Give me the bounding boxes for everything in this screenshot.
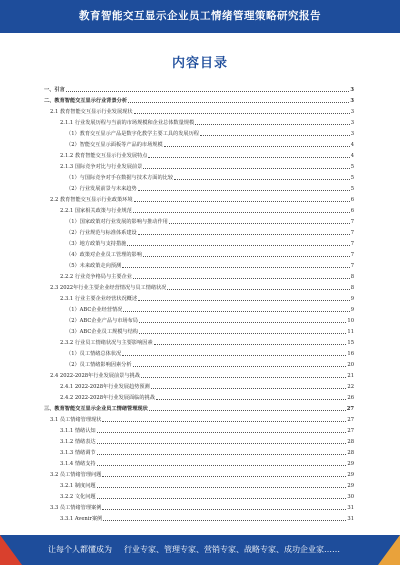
toc-entry-title: （2）ABC企业产品与市场布局 <box>66 318 138 324</box>
toc-entry-title: 3.2 员工情绪管理问题 <box>50 472 102 478</box>
toc-entry-title: （1）ABC企业经营情况 <box>66 307 123 313</box>
toc-entry-title: 3.1.4 情绪支持 <box>60 461 96 467</box>
toc-entry-title: （2）行业发展前景与未来趋势 <box>66 186 137 192</box>
toc-entry-page: 5 <box>350 175 354 181</box>
footer-decoration-left <box>0 535 22 565</box>
toc-entry[interactable] <box>44 449 354 457</box>
toc-entry-title: 一、引言 <box>44 87 65 93</box>
toc-entry-page: 29 <box>347 461 354 467</box>
toc-entry[interactable] <box>44 295 354 303</box>
footer-decoration-right <box>378 535 400 565</box>
table-of-contents <box>44 86 354 526</box>
toc-entry[interactable] <box>44 141 354 149</box>
toc-entry-page: 8 <box>350 274 354 280</box>
toc-entry-page: 11 <box>347 329 354 335</box>
toc-entry-page: 7 <box>350 241 354 247</box>
toc-entry-page: 29 <box>347 483 354 489</box>
toc-leader-dots <box>122 355 346 356</box>
toc-entry-page: 4 <box>350 153 354 159</box>
toc-entry[interactable] <box>44 229 354 237</box>
toc-leader-dots <box>143 256 350 257</box>
footer-tagline: 行业专家、管理专家、营销专家、战略专家、成功企业家…… <box>124 545 340 554</box>
toc-entry-title: 3.3 员工情绪管理案例 <box>50 505 102 511</box>
toc-entry-page: 22 <box>347 384 354 390</box>
toc-entry-page: 31 <box>347 516 354 522</box>
toc-heading: 内容目录 <box>171 56 228 71</box>
toc-entry-title: （1）教育交互显示产品是数字化教学主要工具的发展历程 <box>66 131 199 137</box>
toc-leader-dots <box>195 124 350 125</box>
toc-entry-title: （3）ABC企业员工规模与结构 <box>66 329 138 335</box>
toc-entry-title: 3.2.1 制度问题 <box>60 483 96 489</box>
toc-entry-page: 6 <box>350 208 354 214</box>
toc-leader-dots <box>167 289 349 290</box>
toc-entry-page: 29 <box>347 472 354 478</box>
toc-entry-page: 15 <box>347 340 354 346</box>
toc-entry-title: 二、教育智能交互显示行业背景分析 <box>44 98 128 104</box>
toc-entry-page: 3 <box>350 87 354 93</box>
toc-leader-dots <box>141 377 346 378</box>
toc-entry-title: 2.1.2 教育智能交互显示行业发展特点 <box>60 153 148 159</box>
toc-leader-dots <box>66 91 350 92</box>
toc-entry-page: 6 <box>350 197 354 203</box>
toc-entry-page: 3 <box>350 109 354 115</box>
toc-entry-page: 7 <box>350 252 354 258</box>
toc-entry-page: 16 <box>347 351 354 357</box>
toc-entry-title: 3.2.2 文化问题 <box>60 494 96 500</box>
toc-entry-title: 3.1.1 情绪认知 <box>60 428 96 434</box>
toc-leader-dots <box>103 520 346 521</box>
toc-leader-dots <box>151 388 347 389</box>
toc-entry[interactable] <box>44 163 354 171</box>
toc-leader-dots <box>133 278 350 279</box>
toc-leader-dots <box>133 212 350 213</box>
toc-leader-dots <box>139 333 346 334</box>
toc-entry[interactable] <box>44 482 354 490</box>
toc-entry-title: 2.3.2 行业员工情绪状况与主要影响因素 <box>60 340 153 346</box>
toc-entry[interactable] <box>44 130 354 138</box>
toc-entry-page: 30 <box>347 494 354 500</box>
toc-entry-page: 5 <box>350 186 354 192</box>
toc-entry[interactable] <box>44 460 354 468</box>
toc-entry[interactable] <box>44 284 354 292</box>
toc-entry[interactable] <box>44 306 354 314</box>
toc-entry[interactable] <box>44 207 354 215</box>
toc-entry[interactable] <box>44 394 354 402</box>
toc-leader-dots <box>149 410 346 411</box>
toc-entry[interactable] <box>44 119 354 127</box>
toc-entry-page: 31 <box>347 505 354 511</box>
toc-leader-dots <box>97 454 347 455</box>
toc-entry-title: 2.1.1 行业发展历程与当前的市场规模和企业总体数量规模 <box>60 120 195 126</box>
toc-leader-dots <box>128 102 349 103</box>
toc-entry[interactable] <box>44 251 354 259</box>
toc-entry-page: 3 <box>350 120 354 126</box>
toc-entry[interactable] <box>44 185 354 193</box>
toc-leader-dots <box>134 201 350 202</box>
toc-entry-title: （3）地方政策与支持措施 <box>66 241 127 247</box>
toc-entry-title: （2）员工情绪影响因素分析 <box>66 362 132 368</box>
toc-leader-dots <box>138 234 350 235</box>
toc-leader-dots <box>133 366 347 367</box>
toc-entry[interactable] <box>44 97 354 105</box>
toc-entry-title: （2）行业规范与标准体系建设 <box>66 230 137 236</box>
toc-entry-title: 2.4.2 2022-2028年行业发展面临的挑战 <box>60 395 155 401</box>
toc-entry-page: 3 <box>350 98 354 104</box>
toc-entry-page: 7 <box>350 263 354 269</box>
toc-entry[interactable] <box>44 317 354 325</box>
toc-entry[interactable] <box>44 361 354 369</box>
toc-entry-page: 3 <box>350 131 354 137</box>
toc-leader-dots <box>97 432 347 433</box>
toc-entry-title: 3.1.3 情绪调节 <box>60 450 96 456</box>
toc-entry-title: 2.1.3 国际竞争对比与行业发展前景 <box>60 164 143 170</box>
toc-entry-title: 3.1 员工情绪管理现状 <box>50 417 102 423</box>
toc-entry-title: 2.4.1 2022-2028年行业发展趋势预测 <box>60 384 150 390</box>
toc-entry-title: （2）智能交互显示面板等产品的市场规模 <box>66 142 163 148</box>
toc-leader-dots <box>102 421 346 422</box>
toc-entry-page: 26 <box>347 395 354 401</box>
toc-leader-dots <box>102 509 346 510</box>
toc-entry-page: 20 <box>347 362 354 368</box>
toc-entry-title: 2.2 教育智能交互显示行业政策环境 <box>50 197 133 203</box>
toc-entry[interactable] <box>44 339 354 347</box>
toc-leader-dots <box>97 487 347 488</box>
toc-leader-dots <box>138 190 350 191</box>
toc-leader-dots <box>154 344 347 345</box>
toc-entry[interactable] <box>44 108 354 116</box>
toc-entry[interactable] <box>44 262 354 270</box>
toc-entry-page: 21 <box>347 373 354 379</box>
toc-entry-page: 10 <box>347 318 354 324</box>
toc-entry-title: 2.2.2 行业竞争格局与主要企业 <box>60 274 132 280</box>
toc-entry-title: （4）政策对企业员工管理的影响 <box>66 252 142 258</box>
toc-entry-page: 28 <box>347 439 354 445</box>
toc-entry[interactable] <box>44 196 354 204</box>
toc-entry-title: 3.1.2 情绪表达 <box>60 439 96 445</box>
toc-entry[interactable] <box>44 350 354 358</box>
toc-leader-dots <box>139 322 346 323</box>
toc-entry-title: （1）员工情绪总体状况 <box>66 351 122 357</box>
footer-bar <box>0 535 400 565</box>
toc-entry[interactable] <box>44 405 354 413</box>
toc-entry-page: 7 <box>350 230 354 236</box>
toc-entry-title: 3.3.1 Avenir案例 <box>60 516 103 522</box>
toc-leader-dots <box>200 135 350 136</box>
toc-entry-page: 27 <box>346 406 354 412</box>
toc-leader-dots <box>97 443 347 444</box>
toc-entry[interactable] <box>44 218 354 226</box>
toc-entry[interactable] <box>44 493 354 501</box>
toc-entry-page: 9 <box>350 296 354 302</box>
toc-entry-page: 4 <box>350 142 354 148</box>
toc-entry[interactable] <box>44 328 354 336</box>
toc-leader-dots <box>97 465 347 466</box>
toc-entry-title: 三、教育智能交互显示企业员工情绪管理现状 <box>44 406 148 412</box>
toc-entry-title: 2.3.1 行业主要企业经营状况概述 <box>60 296 138 302</box>
toc-leader-dots <box>97 498 347 499</box>
toc-entry-title: 2.1 教育智能交互显示行业发展现状 <box>50 109 133 115</box>
toc-leader-dots <box>123 311 349 312</box>
report-title: 教育智能交互显示企业员工情绪管理策略研究报告 <box>79 10 321 22</box>
toc-leader-dots <box>174 179 350 180</box>
toc-leader-dots <box>164 146 350 147</box>
toc-leader-dots <box>156 399 347 400</box>
toc-entry-page: 27 <box>347 428 354 434</box>
toc-entry-title: （5）未来政策走向预测 <box>66 263 122 269</box>
toc-leader-dots <box>102 476 346 477</box>
toc-leader-dots <box>138 300 350 301</box>
toc-entry-page: 27 <box>347 417 354 423</box>
toc-entry[interactable] <box>44 152 354 160</box>
toc-entry-title: 2.3 2022年行业主要企业经营情况与员工情绪状况 <box>50 285 167 291</box>
toc-leader-dots <box>143 168 349 169</box>
toc-entry-title: 2.4 2022-2028年行业发展前景与挑战 <box>50 373 140 379</box>
toc-entry-page: 8 <box>350 285 354 291</box>
toc-entry[interactable] <box>44 240 354 248</box>
toc-entry[interactable] <box>44 174 354 182</box>
toc-entry[interactable] <box>44 383 354 391</box>
toc-entry-page: 5 <box>350 164 354 170</box>
toc-entry[interactable] <box>44 504 354 512</box>
toc-entry[interactable] <box>44 515 354 523</box>
toc-entry-title: 2.2.1 国家相关政策与行业规范 <box>60 208 132 214</box>
toc-entry[interactable] <box>44 273 354 281</box>
toc-leader-dots <box>122 267 350 268</box>
toc-entry[interactable] <box>44 86 354 94</box>
toc-leader-dots <box>169 223 350 224</box>
toc-entry-page: 9 <box>350 307 354 313</box>
footer-slogan: 让每个人都懂成为 <box>48 545 112 554</box>
toc-leader-dots <box>127 245 349 246</box>
toc-entry[interactable] <box>44 471 354 479</box>
toc-leader-dots <box>148 157 349 158</box>
toc-entry-title: （1）与国际竞争对手在数据与技术方面的比较 <box>66 175 174 181</box>
toc-leader-dots <box>134 113 350 114</box>
toc-entry-page: 28 <box>347 450 354 456</box>
toc-entry[interactable] <box>44 427 354 435</box>
toc-entry-title: （1）国家政策对行业发展的影响与推动作用 <box>66 219 168 225</box>
toc-entry[interactable] <box>44 438 354 446</box>
toc-entry[interactable] <box>44 372 354 380</box>
header-bar <box>0 0 400 33</box>
toc-entry[interactable] <box>44 416 354 424</box>
toc-entry-page: 7 <box>350 219 354 225</box>
